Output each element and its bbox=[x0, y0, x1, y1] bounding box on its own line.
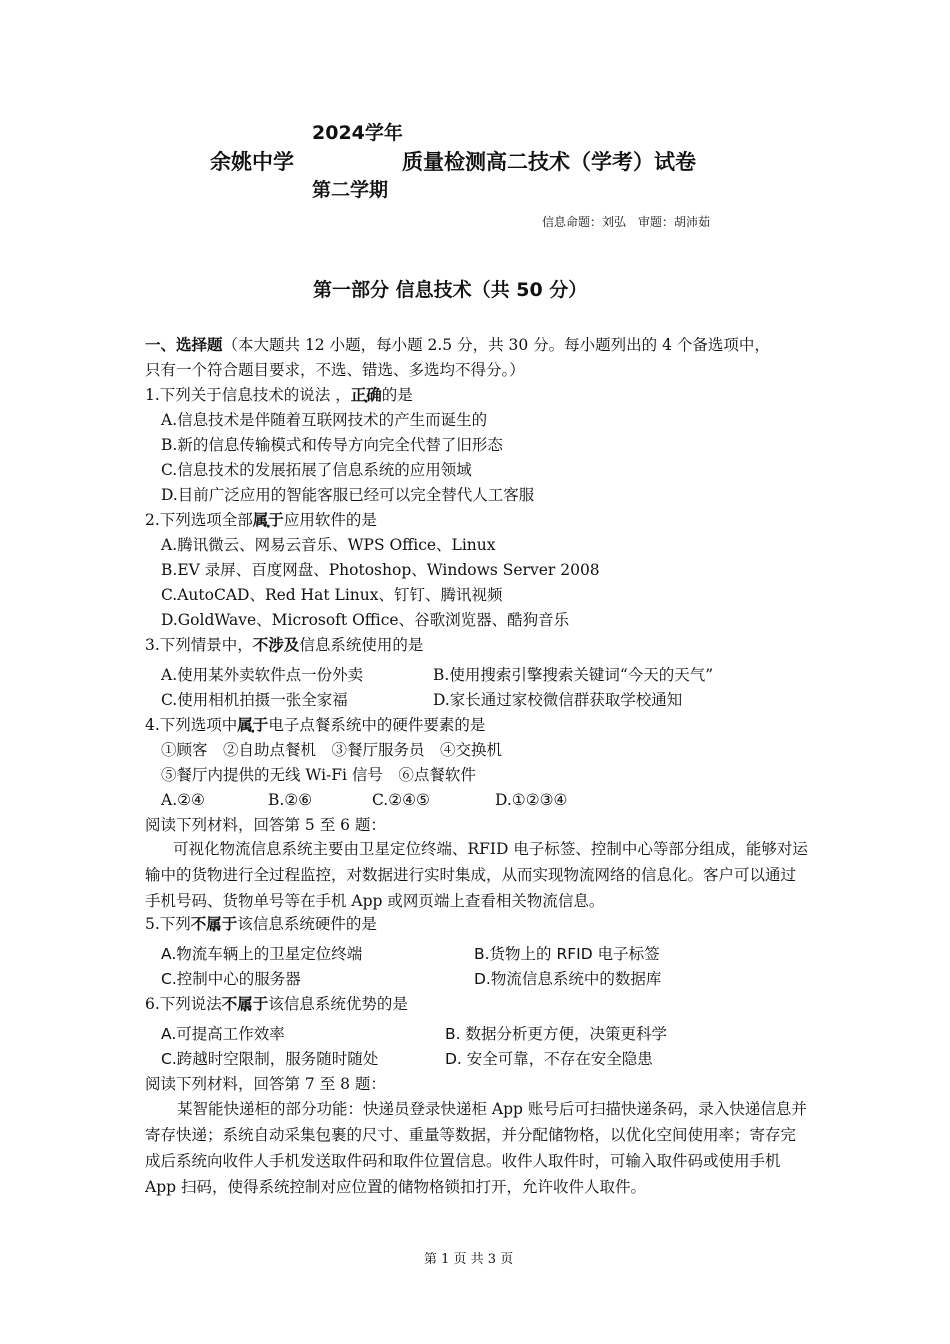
q5-option-a: A.物流车辆上的卫星定位终端 bbox=[161, 945, 363, 963]
material-2-text: 某智能快递柜的部分功能：快递员登录快递柜 App 账号后可扫描快递条码，录入快递信息并寄存快递；系统自动采集包裹的尺寸、重量等数据，并分配储物格，以优化空间使用率；寄存完成后系统向收件人手机发送取件码和取件位置信息。收件人取件时，可输入取件码或使用手机 App 扫码，使得系统控制对应位置的储物格锁扣打开，允许收件人取件。 bbox=[145, 1100, 807, 1196]
q1-option-b: B.新的信息传输模式和传导方向完全代替了旧形态 bbox=[161, 436, 503, 454]
q6-option-b: B. 数据分析更方便，决策更科学 bbox=[445, 1025, 667, 1043]
q4-pre: 4.下列选项中 bbox=[145, 716, 238, 734]
section-desc-line1: （本大题共 12 小题，每小题 2.5 分，共 30 分。每小题列出的 4 个备选项中， bbox=[222, 336, 770, 354]
q1-option-d: D.目前广泛应用的智能客服已经可以完全替代人工客服 bbox=[161, 486, 535, 504]
q2-option-a: A.腾讯微云、网易云音乐、WPS Office、Linux bbox=[161, 536, 496, 554]
q6-option-c: C.跨越时空限制，服务随时随处 bbox=[161, 1050, 379, 1068]
material-2-lead: 阅读下列材料，回答第 7 至 8 题： bbox=[145, 1075, 386, 1093]
question-4-stem bbox=[145, 713, 485, 738]
q5-option-b: B.货物上的 RFID 电子标签 bbox=[474, 945, 660, 963]
q6-emphasis: 不属于 bbox=[221, 995, 269, 1013]
q1-post: 的是 bbox=[381, 386, 413, 404]
q4-post: 电子点餐系统中的硬件要素的是 bbox=[268, 716, 486, 734]
q5-option-c: C.控制中心的服务器 bbox=[161, 970, 301, 988]
q4-items-line1: ①顾客 ②自助点餐机 ③餐厅服务员 ④交换机 bbox=[161, 741, 503, 759]
exam-credits: 信息命题：刘弘 审题：胡沛茹 bbox=[542, 215, 711, 229]
q6-pre: 6.下列说法 bbox=[145, 995, 222, 1013]
exam-title: 质量检测高二技术（学考）试卷 bbox=[402, 150, 696, 174]
part-title: 第一部分 信息技术（共 50 分） bbox=[313, 279, 588, 301]
material-1-text: 可视化物流信息系统主要由卫星定位终端、RFID 电子标签、控制中心等部分组成，能够对运输中的货物进行全过程监控，对数据进行实时集成，从而实现物流网络的信息化。客户可以通过手机号码、货物单号等在手机 App 或网页端上查看相关物流信息。 bbox=[145, 840, 808, 910]
q3-option-c: C.使用相机拍摄一张全家福 bbox=[161, 691, 348, 709]
school-year: 2024学年 bbox=[312, 122, 403, 144]
section-label: 一、选择题 bbox=[145, 336, 223, 354]
q3-option-b: B.使用搜索引擎搜索关键词“今天的天气” bbox=[433, 666, 714, 684]
question-1-stem bbox=[145, 383, 413, 408]
q5-option-d: D.物流信息系统中的数据库 bbox=[474, 970, 662, 988]
question-5-stem bbox=[145, 912, 377, 937]
q3-option-a: A.使用某外卖软件点一份外卖 bbox=[161, 666, 364, 684]
section-heading bbox=[145, 333, 770, 358]
q2-pre: 2.下列选项全部 bbox=[145, 511, 253, 529]
q3-pre: 3.下列情景中， bbox=[145, 636, 253, 654]
q6-post: 该信息系统优势的是 bbox=[268, 995, 408, 1013]
question-6-stem bbox=[145, 992, 408, 1017]
page-number: 第 1 页 共 3 页 bbox=[424, 1252, 514, 1267]
q3-post: 信息系统使用的是 bbox=[299, 636, 424, 654]
q5-emphasis: 不属于 bbox=[190, 915, 238, 933]
q4-emphasis: 属于 bbox=[237, 716, 269, 734]
q2-emphasis: 属于 bbox=[252, 511, 284, 529]
q4-option-b: B.②⑥ bbox=[268, 791, 313, 809]
school-name: 余姚中学 bbox=[210, 150, 294, 174]
q3-option-d: D.家长通过家校微信群获取学校通知 bbox=[433, 691, 683, 709]
q1-option-a: A.信息技术是伴随着互联网技术的产生而诞生的 bbox=[161, 411, 488, 429]
q5-pre: 5.下列 bbox=[145, 915, 191, 933]
section-desc-line2: 只有一个符合题目要求，不选、错选、多选均不得分。） bbox=[145, 361, 525, 379]
question-3-stem bbox=[145, 633, 423, 658]
q5-post: 该信息系统硬件的是 bbox=[237, 915, 377, 933]
q2-option-c: C.AutoCAD、Red Hat Linux、钉钉、腾讯视频 bbox=[161, 586, 503, 604]
q3-emphasis: 不涉及 bbox=[252, 636, 300, 654]
q4-option-a: A.②④ bbox=[161, 791, 205, 809]
q2-option-d: D.GoldWave、Microsoft Office、谷歌浏览器、酷狗音乐 bbox=[161, 611, 570, 629]
q6-option-d: D. 安全可靠，不存在安全隐患 bbox=[445, 1050, 653, 1068]
material-1-lead: 阅读下列材料，回答第 5 至 6 题： bbox=[145, 816, 386, 834]
q2-post: 应用软件的是 bbox=[283, 511, 377, 529]
q1-pre: 1.下列关于信息技术的说法 ， bbox=[145, 386, 351, 404]
q1-option-c: C.信息技术的发展拓展了信息系统的应用领域 bbox=[161, 461, 472, 479]
q2-option-b: B.EV 录屏、百度网盘、Photoshop、Windows Server 2008 bbox=[161, 561, 600, 579]
q6-option-a: A.可提高工作效率 bbox=[161, 1025, 285, 1043]
question-2-stem bbox=[145, 508, 377, 533]
q4-option-c: C.②④⑤ bbox=[372, 791, 430, 809]
q4-option-d: D.①②③④ bbox=[495, 791, 568, 809]
q4-items-line2: ⑤餐厅内提供的无线 Wi-Fi 信号 ⑥点餐软件 bbox=[161, 766, 476, 784]
q1-emphasis: 正确 bbox=[350, 386, 382, 404]
exam-term: 第二学期 bbox=[312, 179, 389, 201]
